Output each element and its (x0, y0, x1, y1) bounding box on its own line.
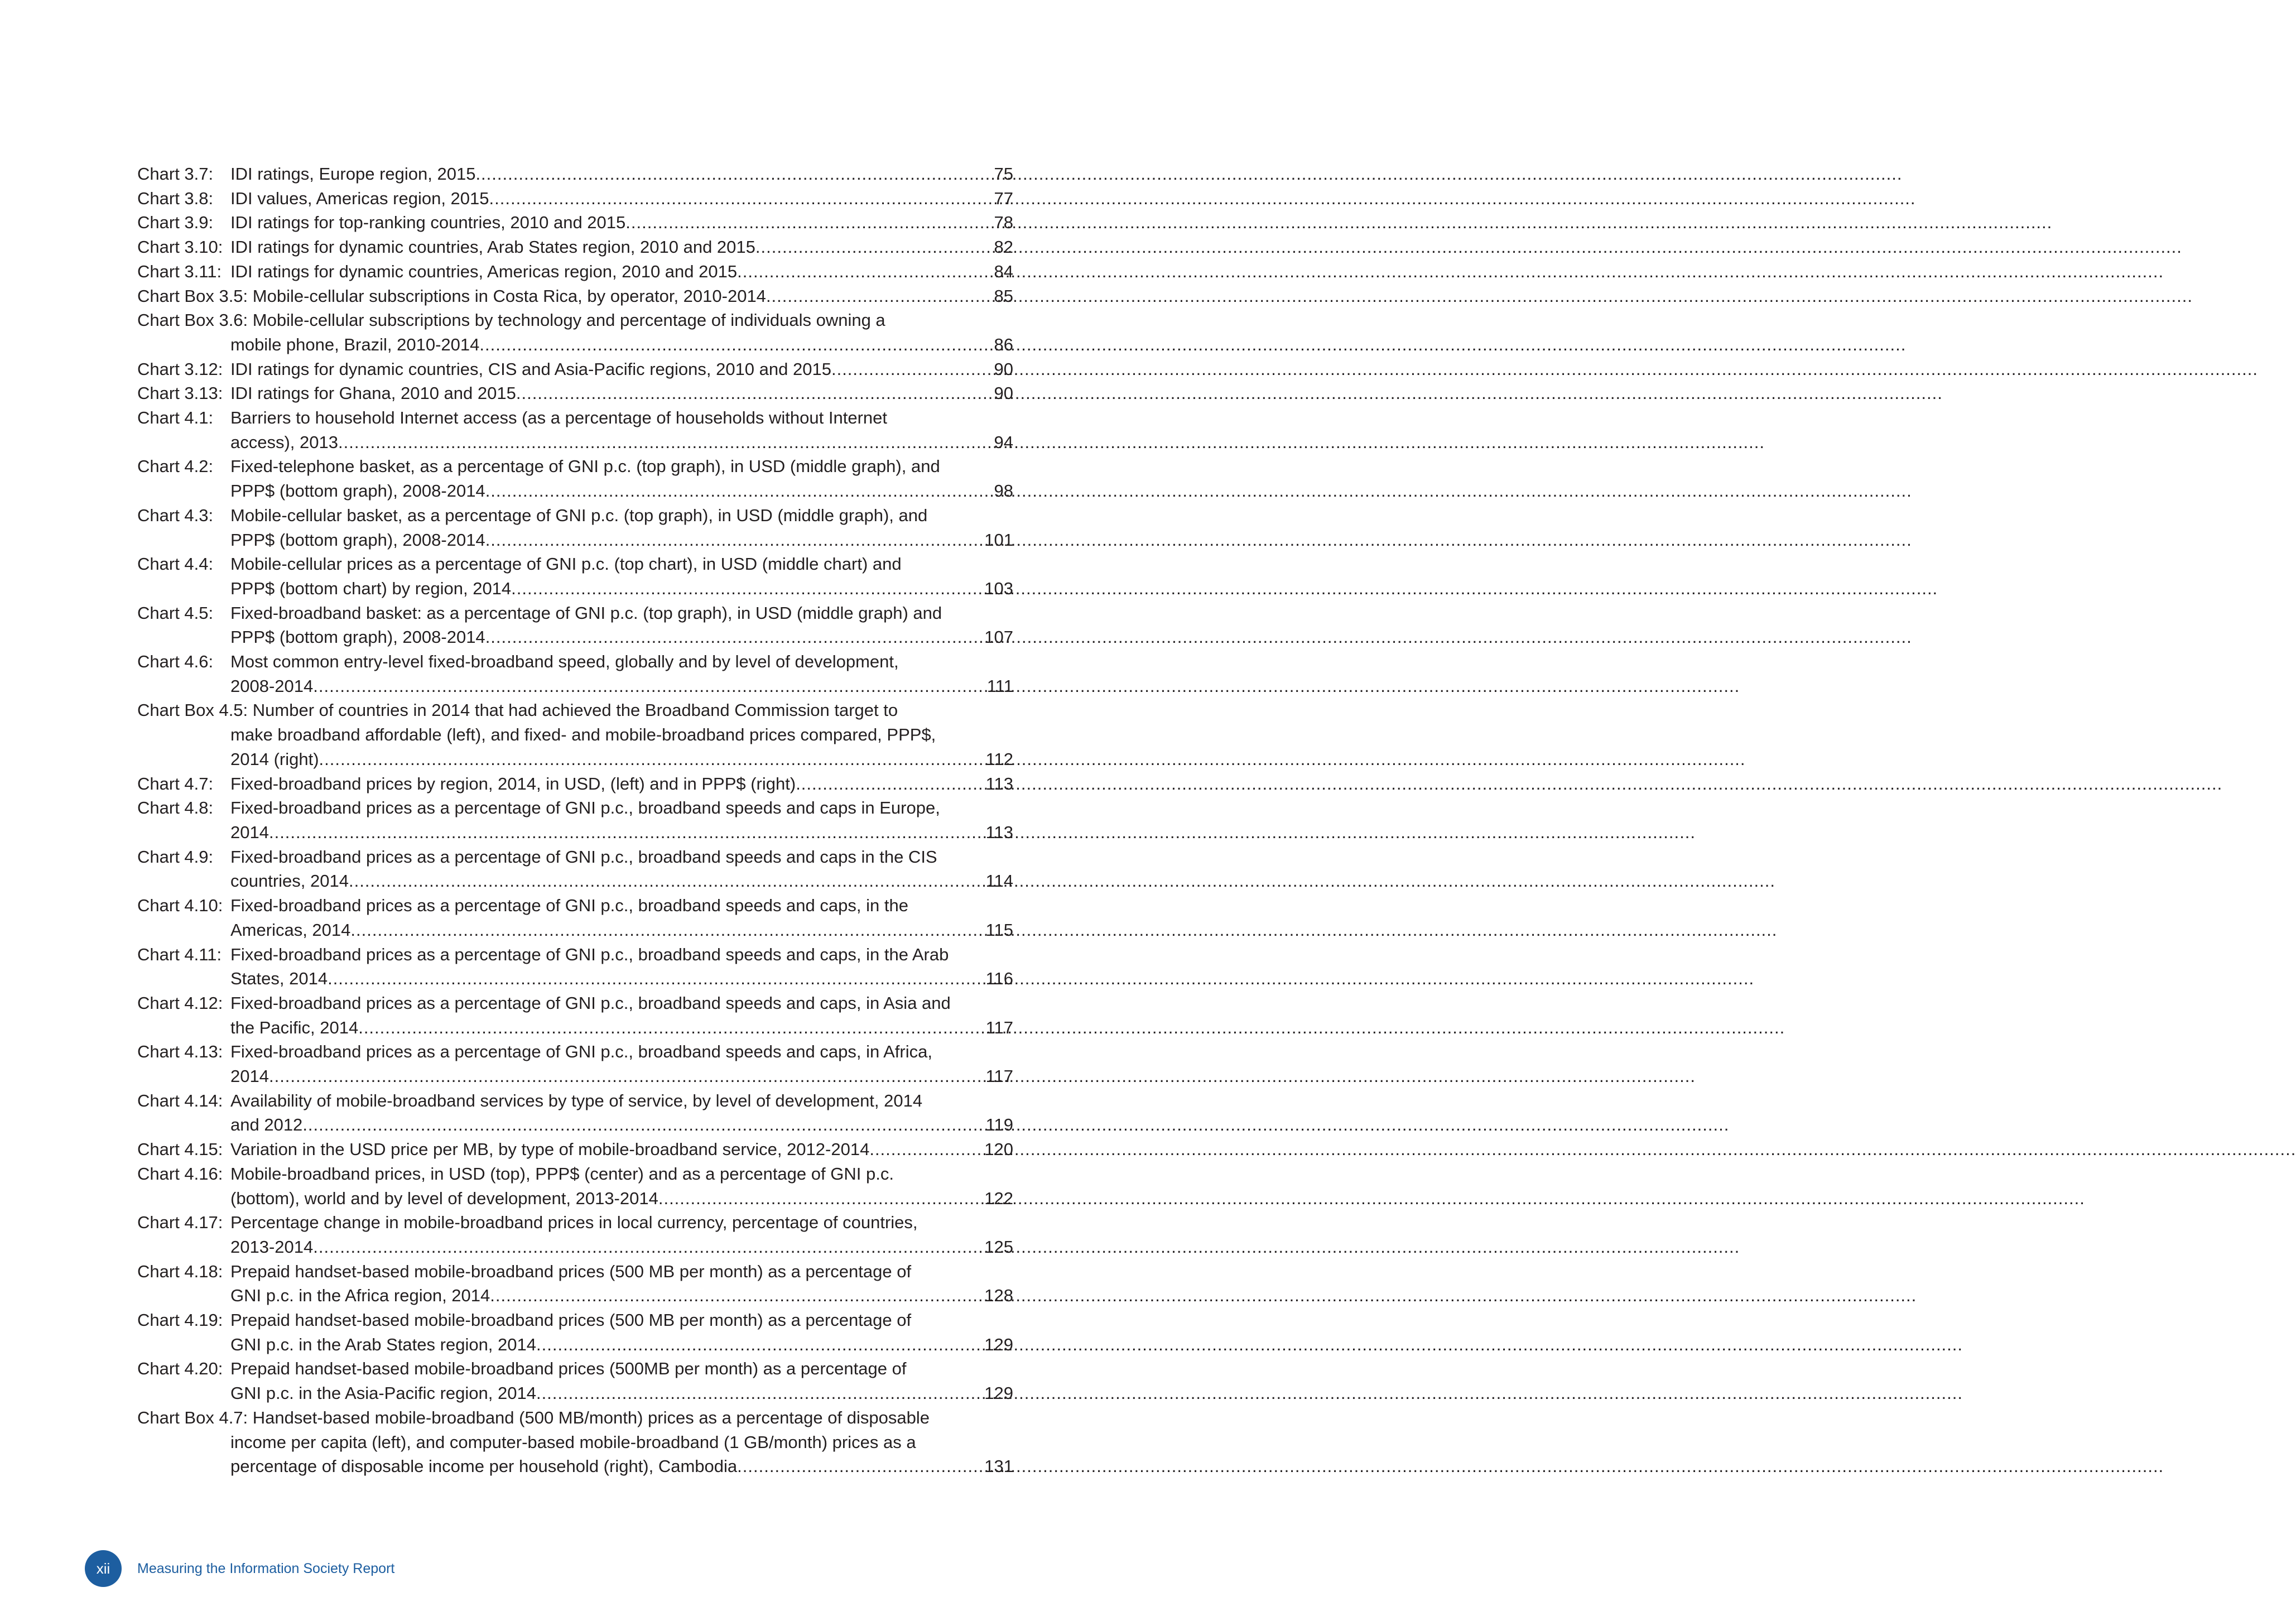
toc-entry-page: 86 (994, 334, 1013, 354)
toc-entry-text: Fixed-broadband prices as a percentage of GNI p.c., broadband speeds and caps, in Africa, (230, 1042, 932, 1062)
toc-entry-page: 107 (984, 627, 1013, 647)
toc-entry-page: 113 (985, 773, 1013, 793)
toc-entry-page: 82 (994, 237, 1013, 257)
toc-entry-page: 111 (986, 676, 1013, 696)
toc-entry-page: 129 (984, 1383, 1013, 1403)
toc-entry-label: Chart 4.17: (137, 1213, 223, 1233)
toc-entry-text: Barriers to household Internet access (as a percentage of households without Internet (230, 408, 887, 428)
toc-entry-text: GNI p.c. in the Africa region, 2014 (230, 1286, 490, 1306)
toc-entry-text: 2014 (right) (230, 749, 319, 769)
toc-entry-text: countries, 2014 (230, 871, 349, 891)
report-title: Measuring the Information Society Report (137, 1560, 395, 1576)
toc-entry-text: Mobile-cellular prices as a percentage of GNI p.c. (top chart), in USD (middle chart) and (230, 554, 902, 574)
toc-entry-label: Chart 4.2: (137, 456, 214, 477)
toc-entry-text: Prepaid handset-based mobile-broadband prices (500 MB per month) as a percentage of (230, 1261, 912, 1281)
dot-leader (489, 186, 994, 211)
toc-entry-text: Mobile-cellular basket, as a percentage of GNI p.c. (top graph), in USD (middle graph), and (230, 505, 928, 525)
toc-entry[interactable] (137, 942, 1013, 991)
toc-entry-page: 116 (985, 969, 1013, 989)
dot-leader (490, 1283, 984, 1308)
toc-entry-page: 78 (994, 213, 1013, 233)
toc-entry-label: Chart 4.13: (137, 1042, 223, 1062)
toc-entry-label: Chart 3.13: (137, 383, 223, 403)
page-number-badge: xii (85, 1550, 122, 1587)
toc-entry[interactable] (137, 796, 1013, 844)
toc-entry[interactable] (137, 1357, 1013, 1405)
toc-entry-text: mobile phone, Brazil, 2010-2014 (230, 334, 480, 354)
dot-leader (358, 1016, 985, 1040)
toc-entry-text: Fixed-telephone basket, as a percentage of GNI p.c. (top graph), in USD (middle graph), and (230, 456, 940, 477)
toc-entry-page: 75 (994, 164, 1013, 184)
toc-entry-text: Fixed-broadband prices by region, 2014, in USD, (left) and in PPP$ (right) (230, 773, 796, 793)
dot-leader (269, 820, 986, 845)
dot-leader (269, 1064, 986, 1089)
toc-entry-page: 85 (994, 286, 1013, 306)
toc-entry-text: Americas, 2014 (230, 920, 351, 940)
toc-entry-label: Chart 3.12: (137, 359, 223, 379)
toc-entry-label: Chart 3.7: (137, 164, 214, 184)
toc-entry-text: Prepaid handset-based mobile-broadband prices (500 MB per month) as a percentage of (230, 1310, 912, 1330)
toc-entry-text: make broadband affordable (left), and fixed- and mobile-broadband prices compared, PPP$, (230, 725, 936, 745)
dot-leader (349, 869, 986, 893)
toc-entry[interactable] (137, 1308, 1013, 1357)
toc-entry-label: Chart 4.5: (137, 603, 214, 623)
toc-entry-text: Prepaid handset-based mobile-broadband prices (500MB per month) as a percentage of (230, 1359, 907, 1379)
toc-entry-page: 84 (994, 261, 1013, 281)
dot-leader (313, 674, 987, 699)
toc-entry-text: IDI values, Americas region, 2015 (230, 188, 489, 208)
toc-entry[interactable] (137, 1406, 1013, 1479)
toc-entry-page: 112 (985, 749, 1013, 769)
toc-entry[interactable] (137, 991, 1013, 1040)
toc-entry-page: 94 (994, 432, 1013, 452)
toc-entry[interactable] (137, 1162, 1013, 1210)
toc-entry[interactable] (137, 357, 1013, 382)
toc-entry-label: Chart 3.10: (137, 237, 223, 257)
toc-entry-text: Fixed-broadband prices as a percentage of GNI p.c., broadband speeds and caps in Europe, (230, 798, 940, 818)
dot-leader (479, 333, 994, 357)
toc-entry[interactable] (137, 552, 1013, 600)
dot-leader (869, 1137, 984, 1162)
toc-entry-text: Fixed-broadband prices as a percentage of GNI p.c., broadband speeds and caps, in the Arab (230, 944, 949, 964)
toc-entry[interactable] (137, 381, 1013, 406)
toc-entry-text: Mobile-broadband prices, in USD (top), PPP$ (center) and as a percentage of GNI p.c. (230, 1163, 894, 1184)
toc-entry-text: Variation in the USD price per MB, by type of mobile-broadband service, 2012-2014 (230, 1139, 870, 1160)
toc-entry-page: 115 (985, 920, 1013, 940)
toc-entry-label: Chart 4.14: (137, 1090, 223, 1110)
dot-leader (766, 284, 994, 309)
toc-entry-label: Chart Box 3.6: (137, 310, 248, 330)
toc-entry-label: Chart 4.1: (137, 408, 214, 428)
toc-entry-label: Chart Box 4.7: (137, 1407, 248, 1427)
dot-leader (485, 528, 985, 552)
toc-entry-label: Chart 4.20: (137, 1359, 223, 1379)
toc-entry-page: 113 (985, 822, 1013, 842)
dot-leader (485, 625, 985, 650)
toc-entry-label: Chart 4.18: (137, 1261, 223, 1281)
toc-entry-label: Chart Box 3.5: (137, 286, 248, 306)
toc-entry-page: 77 (994, 188, 1013, 208)
toc-entry-text: Availability of mobile-broadband services by type of service, by level of development, 2014 (230, 1090, 923, 1110)
dot-leader (831, 357, 994, 382)
toc-entry-page: 131 (984, 1456, 1013, 1476)
dot-leader (313, 1235, 984, 1259)
page-footer (85, 1550, 394, 1587)
toc-entry-text: IDI ratings for dynamic countries, CIS and Asia-Pacific regions, 2010 and 2015 (230, 359, 831, 379)
toc-entry-text: IDI ratings for dynamic countries, Americas region, 2010 and 2015 (230, 261, 738, 281)
toc-entry[interactable] (137, 893, 1013, 942)
label-gap (248, 284, 253, 309)
toc-entry-label: Chart 4.3: (137, 505, 214, 525)
toc-entry-text: 2008-2014 (230, 676, 314, 696)
toc-entry-text: IDI ratings for Ghana, 2010 and 2015 (230, 383, 516, 403)
toc-entry[interactable] (137, 308, 1013, 357)
toc-entry[interactable] (137, 1137, 1013, 1162)
toc-entry[interactable] (137, 235, 1013, 259)
dot-leader (328, 966, 986, 991)
dot-leader (536, 1381, 984, 1406)
toc-entry-label: Chart 4.16: (137, 1163, 223, 1184)
toc-entry-label: Chart 4.19: (137, 1310, 223, 1330)
toc-entry-text: (bottom), world and by level of development, 2013-2014 (230, 1188, 658, 1208)
dot-leader (737, 259, 994, 284)
toc-entry-text: PPP$ (bottom graph), 2008-2014 (230, 627, 485, 647)
toc-entry-text: income per capita (left), and computer-based mobile-broadband (1 GB/month) prices as a (230, 1432, 916, 1452)
toc-entry[interactable] (137, 259, 1013, 284)
dot-leader (350, 918, 985, 942)
toc-entry-page: 120 (984, 1139, 1013, 1160)
toc-entry-page: 128 (984, 1286, 1013, 1306)
toc-entry-text: Handset-based mobile-broadband (500 MB/month) prices as a percentage of disposable (252, 1407, 930, 1427)
toc-entry-text: 2014 (230, 822, 269, 842)
dot-leader (475, 162, 994, 186)
toc-entry-text: and 2012 (230, 1115, 303, 1135)
toc-entry-page: 90 (994, 383, 1013, 403)
toc-entry[interactable] (137, 650, 1013, 698)
toc-entry-text: GNI p.c. in the Asia-Pacific region, 2014 (230, 1383, 536, 1403)
toc-entry-page: 117 (985, 1017, 1013, 1037)
toc-entry[interactable] (137, 454, 1013, 503)
toc-entry[interactable] (137, 284, 1013, 309)
toc-entry[interactable] (137, 698, 1013, 771)
toc-entry-page: 122 (984, 1188, 1013, 1208)
toc-entry-label: Chart 3.9: (137, 213, 214, 233)
toc-entry-label: Chart 3.8: (137, 188, 214, 208)
toc-entry-page: 114 (985, 871, 1013, 891)
toc-entry-text: Fixed-broadband basket: as a percentage of GNI p.c. (top graph), in USD (middle graph) and (230, 603, 942, 623)
toc-entry[interactable] (137, 210, 1013, 235)
dot-leader (737, 1454, 984, 1479)
toc-entry-text: IDI ratings for dynamic countries, Arab States region, 2010 and 2015 (230, 237, 755, 257)
toc-entry[interactable] (137, 1040, 1013, 1088)
dot-leader (536, 1333, 984, 1357)
dot-leader (755, 235, 994, 259)
dot-leader (516, 381, 994, 406)
toc-entry[interactable] (137, 1089, 1013, 1137)
toc-entry-text: Mobile-cellular subscriptions in Costa Rica, by operator, 2010-2014 (252, 286, 766, 306)
toc-entry-label: Chart 4.9: (137, 847, 214, 867)
toc-entry[interactable] (137, 186, 1013, 211)
dot-leader (625, 210, 994, 235)
toc-entry-label: Chart 4.8: (137, 798, 214, 818)
toc-entry[interactable] (137, 601, 1013, 650)
toc-entry-label: Chart 4.4: (137, 554, 214, 574)
toc-entry-text: PPP$ (bottom graph), 2008-2014 (230, 530, 485, 550)
toc-entry[interactable] (137, 503, 1013, 552)
toc-entry-text: 2014 (230, 1066, 269, 1086)
toc-entry-label: Chart 4.15: (137, 1139, 223, 1160)
toc-entry-label: Chart 4.12: (137, 993, 223, 1013)
toc-entry-label: Chart 4.6: (137, 652, 214, 672)
toc-entry-text: percentage of disposable income per household (right), Cambodia (230, 1456, 738, 1476)
toc-entry-text: Percentage change in mobile-broadband prices in local currency, percentage of countries, (230, 1213, 918, 1233)
toc-entry-label: Chart Box 4.5: (137, 700, 248, 720)
toc-entry-text: Mobile-cellular subscriptions by technology and percentage of individuals owning a (252, 310, 885, 330)
toc-entry-text: the Pacific, 2014 (230, 1017, 359, 1037)
toc-entry-page: 119 (985, 1115, 1013, 1135)
toc-entry-label: Chart 3.11: (137, 261, 222, 281)
toc-entry-page: 101 (984, 530, 1013, 550)
toc-entry-text: Most common entry-level fixed-broadband speed, globally and by level of development, (230, 652, 899, 672)
dot-leader (485, 479, 994, 503)
toc-entry[interactable] (137, 1210, 1013, 1259)
toc-entry-text: IDI ratings, Europe region, 2015 (230, 164, 476, 184)
toc-entry-text: Number of countries in 2014 that had achieved the Broadband Commission target to (252, 700, 898, 720)
toc-entry-text: Fixed-broadband prices as a percentage of GNI p.c., broadband speeds and caps in the CIS (230, 847, 937, 867)
table-of-contents (137, 162, 1013, 1479)
toc-entry-page: 103 (984, 578, 1013, 598)
toc-entry[interactable] (137, 845, 1013, 893)
dot-leader (302, 1113, 985, 1137)
toc-entry-page: 117 (985, 1066, 1013, 1086)
toc-entry-text: Fixed-broadband prices as a percentage of GNI p.c., broadband speeds and caps, in Asia and (230, 993, 951, 1013)
toc-entry-text: PPP$ (bottom chart) by region, 2014 (230, 578, 512, 598)
toc-entry-page: 90 (994, 359, 1013, 379)
toc-entry[interactable] (137, 406, 1013, 454)
toc-entry-text: IDI ratings for top-ranking countries, 2010 and 2015 (230, 213, 626, 233)
dot-leader (338, 430, 994, 455)
dot-leader (796, 772, 985, 796)
toc-entry-text: access), 2013 (230, 432, 338, 452)
toc-entry[interactable] (137, 1259, 1013, 1308)
toc-entry[interactable] (137, 162, 1013, 186)
toc-entry-page: 129 (984, 1334, 1013, 1354)
toc-entry-label: Chart 4.7: (137, 773, 214, 793)
toc-entry-page: 98 (994, 481, 1013, 501)
dot-leader (511, 576, 984, 601)
toc-entry-text: Fixed-broadband prices as a percentage of GNI p.c., broadband speeds and caps, in the (230, 896, 908, 916)
dot-leader (658, 1186, 984, 1211)
toc-entry-page: 125 (984, 1237, 1013, 1257)
toc-entry-text: 2013-2014 (230, 1237, 314, 1257)
toc-entry-text: States, 2014 (230, 969, 328, 989)
toc-entry-label: Chart 4.11: (137, 944, 222, 964)
toc-entry-text: GNI p.c. in the Arab States region, 2014 (230, 1334, 536, 1354)
toc-entry[interactable] (137, 772, 1013, 796)
dot-leader (319, 747, 986, 772)
toc-entry-text: PPP$ (bottom graph), 2008-2014 (230, 481, 485, 501)
toc-entry-label: Chart 4.10: (137, 896, 223, 916)
